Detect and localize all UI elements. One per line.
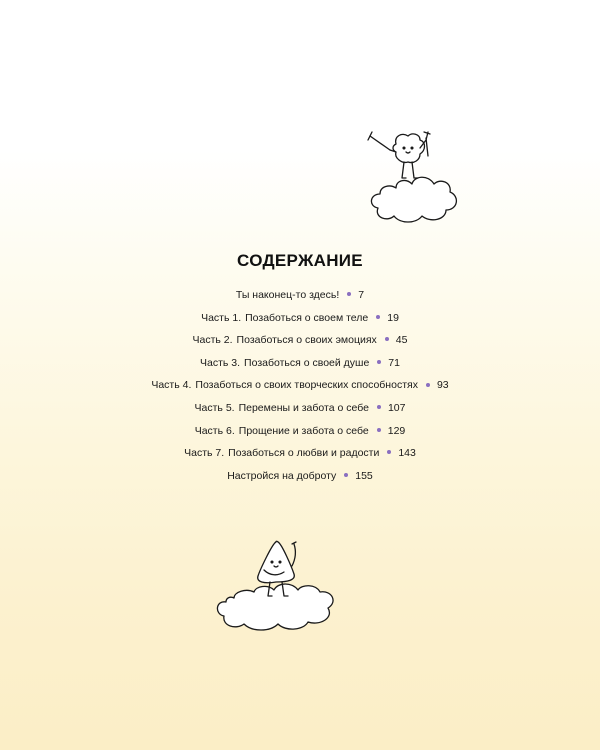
toc-page-number: 71 [388,356,400,369]
toc-page-number: 107 [387,401,406,414]
toc-item-title: Позаботься о любви и радости [228,447,380,460]
toc-item[interactable] [0,442,600,465]
toc-part-label: Часть 2. [192,334,233,347]
separator-dot-icon [347,292,351,296]
toc-item-title: Ты наконец-то здесь! [235,289,340,301]
toc-page-number: 19 [387,311,399,324]
toc-page-number: 143 [398,447,416,460]
separator-dot-icon [387,450,391,454]
table-of-contents [0,284,600,487]
toc-part-label: Часть 1. [201,311,242,324]
separator-dot-icon [377,405,381,409]
separator-dot-icon [385,337,389,341]
cloud-triangle-creature-icon [212,536,342,632]
toc-page-number: 155 [355,469,373,482]
toc-part-label: Часть 3. [200,356,241,369]
separator-dot-icon [426,383,430,387]
toc-item-title: Прощение и забота о себе [238,424,369,437]
toc-page-number: 93 [436,379,449,392]
toc-item[interactable] [0,374,600,397]
toc-part-label: Часть 6. [194,424,235,437]
toc-part-label: Часть 5. [194,401,235,414]
separator-dot-icon [377,360,381,364]
toc-item[interactable] [0,397,600,420]
toc-page-number: 45 [395,334,408,347]
toc-item-title: Позаботься о своих эмоциях [236,334,377,347]
toc-part-label: Часть 7. [184,447,225,460]
toc-page-number: 129 [387,424,406,437]
toc-item[interactable] [0,352,600,375]
toc-page-number: 7 [358,289,365,301]
toc-item[interactable] [0,465,600,488]
toc-item[interactable] [0,329,600,352]
toc-item[interactable] [0,420,600,443]
page-title: СОДЕРЖАНИЕ [237,251,363,270]
toc-item[interactable] [0,284,600,307]
toc-item-title: Настройся на доброту [227,469,337,482]
separator-dot-icon [376,315,380,319]
separator-dot-icon [344,473,348,477]
cloud-creature-waving-icon [362,128,466,228]
toc-part-label: Часть 4. [151,379,192,392]
toc-item-title: Позаботься о своей душе [244,356,370,369]
toc-item-title: Позаботься о своих творческих способностях [195,379,418,392]
toc-item-title: Перемены и забота о себе [238,401,369,414]
separator-dot-icon [377,428,381,432]
toc-item[interactable] [0,307,600,330]
toc-item-title: Позаботься о своем теле [245,311,369,324]
